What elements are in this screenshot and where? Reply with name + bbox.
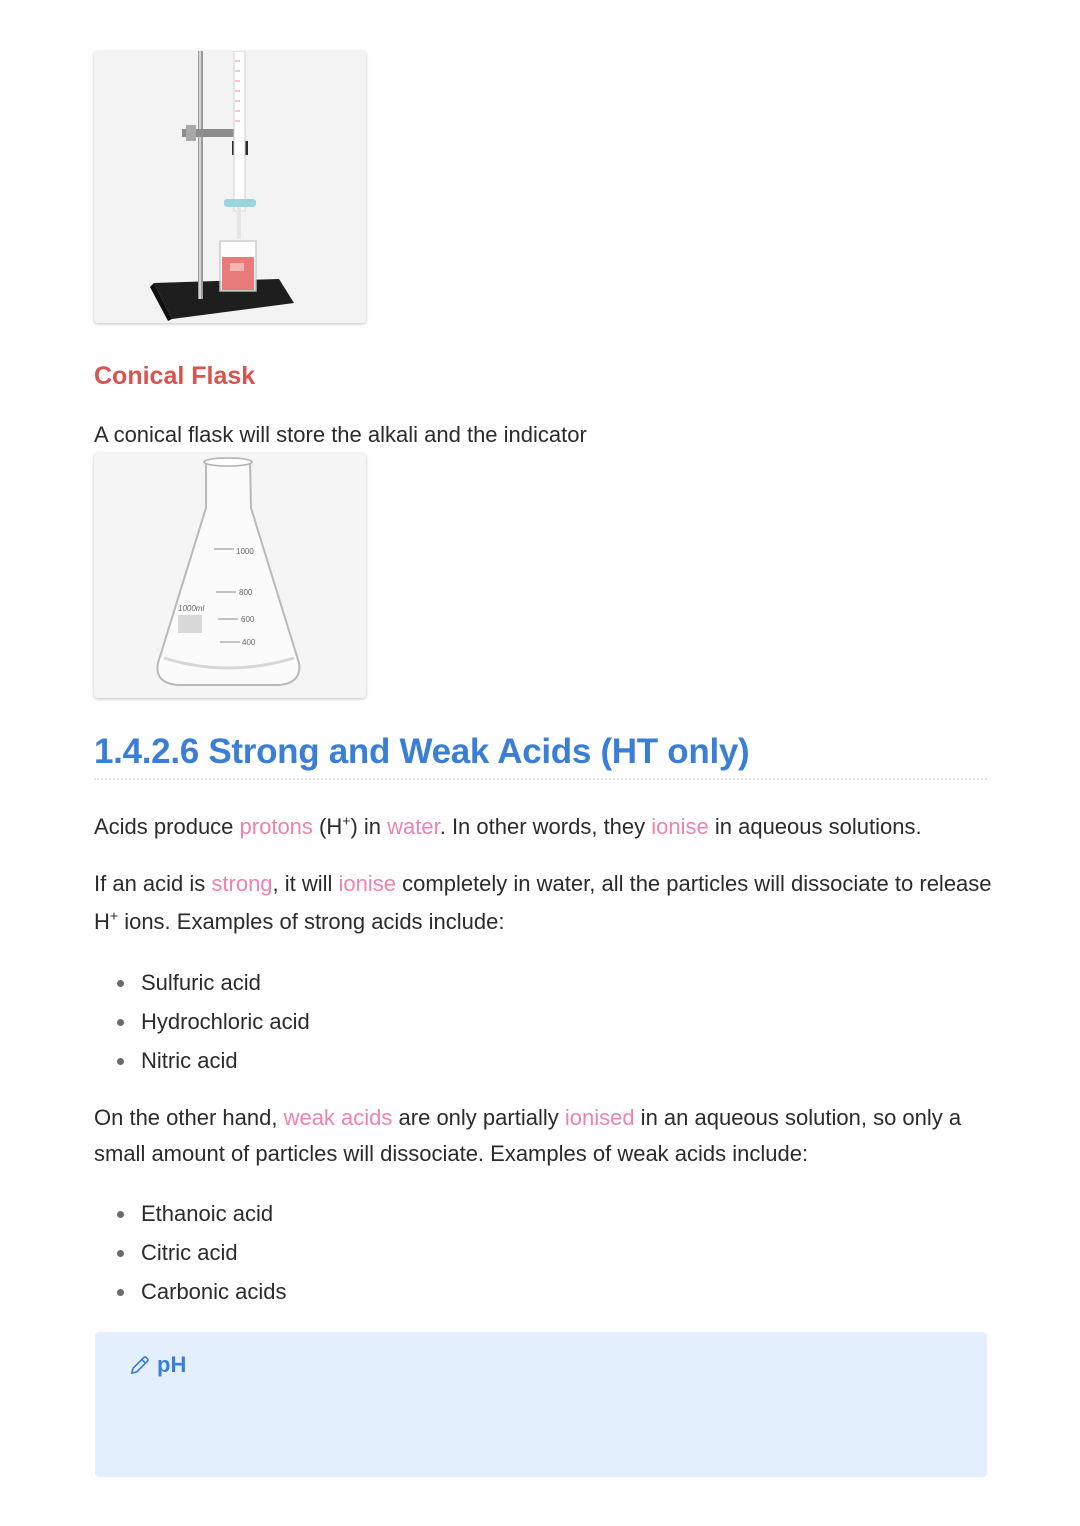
strong-acids-list bbox=[0, 968, 310, 1085]
conical-flask-heading: Conical Flask bbox=[94, 362, 256, 390]
list-item: Hydrochloric acid bbox=[0, 1007, 310, 1046]
highlight-ionise: ionise bbox=[651, 814, 709, 839]
list-item: Carbonic acids bbox=[0, 1277, 287, 1316]
section-divider bbox=[94, 778, 987, 780]
burette-stand-image bbox=[94, 51, 366, 323]
text: in an aqueous solution, so only a small amount of particles will dissociate. Examples of weak acids include: bbox=[94, 1105, 962, 1166]
paragraph-weak-acids bbox=[94, 1100, 994, 1172]
text: completely in water, all the particles will dissociate to release H bbox=[94, 871, 992, 934]
conical-flask-icon bbox=[94, 453, 366, 698]
highlight-weak-acids: weak acids bbox=[283, 1105, 393, 1130]
burette-stand-icon bbox=[94, 51, 366, 323]
list-item: Sulfuric acid bbox=[0, 968, 310, 1007]
conical-flask-image bbox=[94, 453, 366, 698]
paragraph-acids-produce-protons bbox=[94, 808, 994, 846]
text: If an acid is bbox=[94, 871, 212, 896]
ph-callout-title bbox=[129, 1352, 186, 1378]
superscript-plus: + bbox=[342, 812, 351, 829]
text: in aqueous solutions. bbox=[708, 814, 922, 839]
highlight-water: water bbox=[387, 814, 440, 839]
text: are only partially bbox=[392, 1105, 565, 1130]
highlight-strong: strong bbox=[211, 871, 273, 896]
flask-volume-label: 1000ml bbox=[178, 604, 205, 613]
text: Acids produce bbox=[94, 814, 240, 839]
list-item: Nitric acid bbox=[0, 1046, 310, 1085]
weak-acids-list bbox=[0, 1199, 287, 1316]
highlight-ionised: ionised bbox=[564, 1105, 635, 1130]
highlight-ionise: ionise bbox=[338, 871, 397, 896]
highlight-protons: protons bbox=[239, 814, 313, 839]
superscript-plus: + bbox=[109, 907, 119, 924]
list-item: Citric acid bbox=[0, 1238, 287, 1277]
text: ) in bbox=[350, 814, 388, 839]
list-item: Ethanoic acid bbox=[0, 1199, 287, 1238]
flask-graduation-800: 800 bbox=[239, 588, 253, 597]
flask-graduation-1000: 1000 bbox=[236, 547, 254, 556]
text: . In other words, they bbox=[439, 814, 652, 839]
text: (H bbox=[312, 814, 343, 839]
ph-callout-box bbox=[95, 1332, 987, 1477]
flask-graduation-400: 400 bbox=[242, 638, 256, 647]
ph-title-text: pH bbox=[157, 1352, 187, 1377]
section-heading: 1.4.2.6 Strong and Weak Acids (HT only) bbox=[94, 732, 750, 771]
pencil-icon bbox=[129, 1354, 151, 1376]
text: , it will bbox=[272, 871, 339, 896]
flask-graduation-600: 600 bbox=[241, 615, 255, 624]
conical-flask-description: A conical flask will store the alkali and the indicator bbox=[94, 422, 587, 447]
text: ions. Examples of strong acids include: bbox=[118, 909, 505, 934]
text: On the other hand, bbox=[94, 1105, 284, 1130]
paragraph-strong-acids bbox=[94, 865, 994, 941]
